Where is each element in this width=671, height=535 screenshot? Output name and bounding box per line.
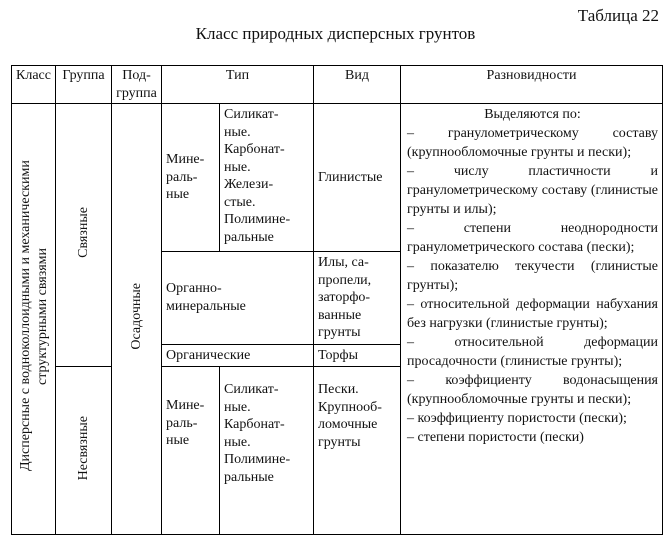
subgroup-value: Осадочные — [128, 282, 144, 350]
row4-kind — [314, 367, 401, 535]
row3-kind: Торфы — [314, 344, 401, 367]
header-varieties: Разновидности — [401, 66, 663, 104]
variety-item: – коэффициенту водонасыщения (крупнообломочные грунты и пески); — [407, 373, 658, 407]
variety-item: – относительной деформации набухания без нагрузки (глинистые грунты); — [407, 297, 658, 331]
row1-type — [162, 104, 220, 252]
row3-type: Органические — [162, 344, 314, 367]
varieties-heading: Выделяются по: — [484, 107, 581, 122]
variety-item: – коэффициенту пористости (пески); — [407, 411, 627, 426]
row2-type-text: Органно- минеральные — [166, 281, 246, 314]
header-kind: Вид — [314, 66, 401, 104]
table-title: Класс природных дисперсных грунтов — [195, 24, 476, 43]
varieties-cell — [401, 104, 663, 535]
row4-type — [162, 367, 220, 535]
row1-subtype — [220, 104, 314, 252]
group-noncohesive-cell — [56, 367, 112, 535]
header-class: Класс — [12, 66, 56, 104]
header-type: Тип — [162, 66, 314, 104]
subgroup-cell — [112, 104, 162, 535]
row1-kind: Глинистые — [314, 104, 401, 252]
row4-subtype-text: Силикат- ные. Карбонат- ные. Полимине- ральные — [224, 382, 291, 485]
class-cell — [12, 104, 56, 535]
group-noncohesive: Несвязные — [75, 415, 91, 480]
class-value: Дисперсные с водноколлоидными и механическими структурными связями — [17, 160, 50, 472]
variety-item: – гранулометрическому составу (крупнообломочные грунты и пески); — [407, 126, 658, 160]
row4-kind-text: Пески. Крупнооб- ломочные грунты — [318, 382, 382, 450]
row2-kind — [314, 252, 401, 345]
row2-kind-text: Илы, са- пропели, заторфо- ванные грунты — [318, 255, 372, 340]
variety-item: – показателю текучести (глинистые грунты); — [407, 259, 658, 293]
group-cohesive-cell — [56, 104, 112, 367]
header-subgroup-text: Под- группа — [116, 68, 157, 101]
row2-type — [162, 252, 314, 345]
variety-item: – степени пористости (пески) — [407, 430, 584, 445]
variety-item: – числу пластичности и гранулометрическому составу (глинистые грунты и илы); — [407, 164, 658, 217]
row1-subtype-text: Силикат- ные. Карбонат- ные. Желези- стые. Полимине- ральные — [224, 107, 291, 245]
variety-item: – относительной деформации просадочности (глинистые грунты); — [407, 335, 658, 369]
group-cohesive: Связные — [75, 206, 91, 258]
row4-subtype — [220, 367, 314, 535]
row1-type-text: Мине- раль- ные — [166, 152, 205, 203]
row4-type-text: Мине- раль- ные — [166, 398, 205, 448]
table-number: Таблица 22 — [577, 6, 659, 25]
header-group: Группа — [56, 66, 112, 104]
variety-item: – степени неоднородности гранулометрического состава (пески); — [407, 221, 658, 255]
header-subgroup — [112, 66, 162, 104]
soil-class-table — [11, 65, 663, 535]
